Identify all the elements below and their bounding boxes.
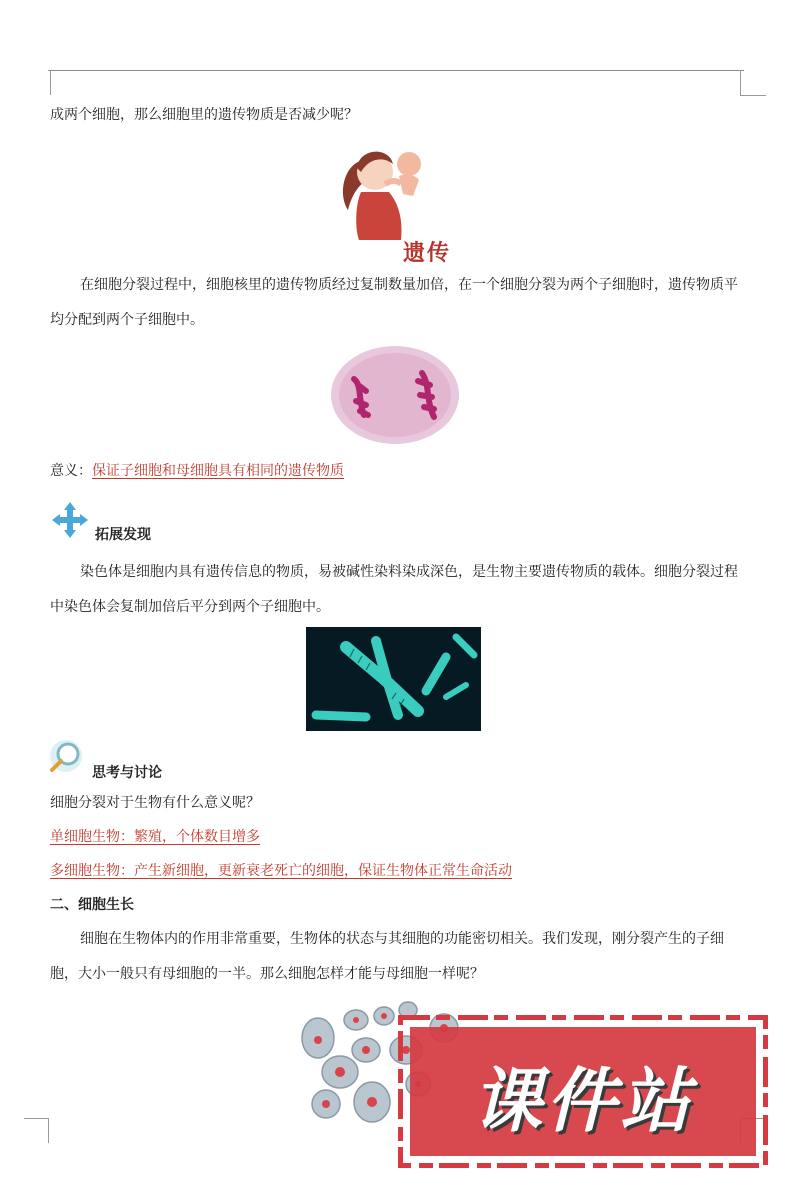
dividing-cell-image bbox=[330, 345, 460, 445]
discussion-question: 细胞分裂对于生物有什么意义呢？ bbox=[50, 795, 260, 811]
heredity-illustration bbox=[333, 140, 453, 264]
expand-heading: 拓展发现 bbox=[95, 527, 151, 543]
watermark-text: 课件站 bbox=[472, 1060, 694, 1142]
meaning-label: 意义： bbox=[50, 463, 92, 479]
page-corner-mark bbox=[740, 70, 766, 96]
growth-paragraph: 细胞在生物体内的作用非常重要，生物体的状态与其细胞的功能密切相关。我们发现，刚分裂产生的子细胞，大小一般只有母细胞的一半。那么细胞怎样才能与母细胞一样呢？ bbox=[50, 931, 724, 982]
division-paragraph: 在细胞分裂过程中，细胞核里的遗传物质经过复制数量加倍，在一个细胞分裂为两个子细胞时，遗传物质平均分配到两个子细胞中。 bbox=[50, 277, 738, 328]
chromosome-paragraph: 染色体是细胞内具有遗传信息的物质，易被碱性染料染成深色，是生物主要遗传物质的载体。细胞分裂过程中染色体会复制加倍后平分到两个子细胞中。 bbox=[50, 564, 738, 615]
answer-unicellular: 单细胞生物：繁殖，个体数目增多 bbox=[50, 829, 260, 845]
watermark-stamp bbox=[398, 1015, 768, 1168]
intro-line: 成两个细胞，那么细胞里的遗传物质是否减少呢？ bbox=[50, 107, 358, 123]
section-heading: 二、细胞生长 bbox=[50, 897, 134, 913]
answer-multicellular: 多细胞生物：产生新细胞，更新衰老死亡的细胞，保证生物体正常生命活动 bbox=[50, 863, 512, 879]
magnifier-icon bbox=[48, 738, 88, 778]
cross-arrows-icon bbox=[50, 500, 90, 540]
meaning-answer: 保证子细胞和母细胞具有相同的遗传物质 bbox=[92, 463, 344, 479]
page-corner-mark bbox=[40, 70, 51, 95]
page-corner-mark bbox=[24, 1118, 49, 1143]
heredity-image-label: 遗传 bbox=[403, 241, 452, 266]
meaning-line bbox=[50, 460, 344, 480]
discussion-heading: 思考与讨论 bbox=[92, 765, 162, 781]
chromosome-image bbox=[306, 627, 481, 731]
header-rule bbox=[48, 70, 744, 71]
